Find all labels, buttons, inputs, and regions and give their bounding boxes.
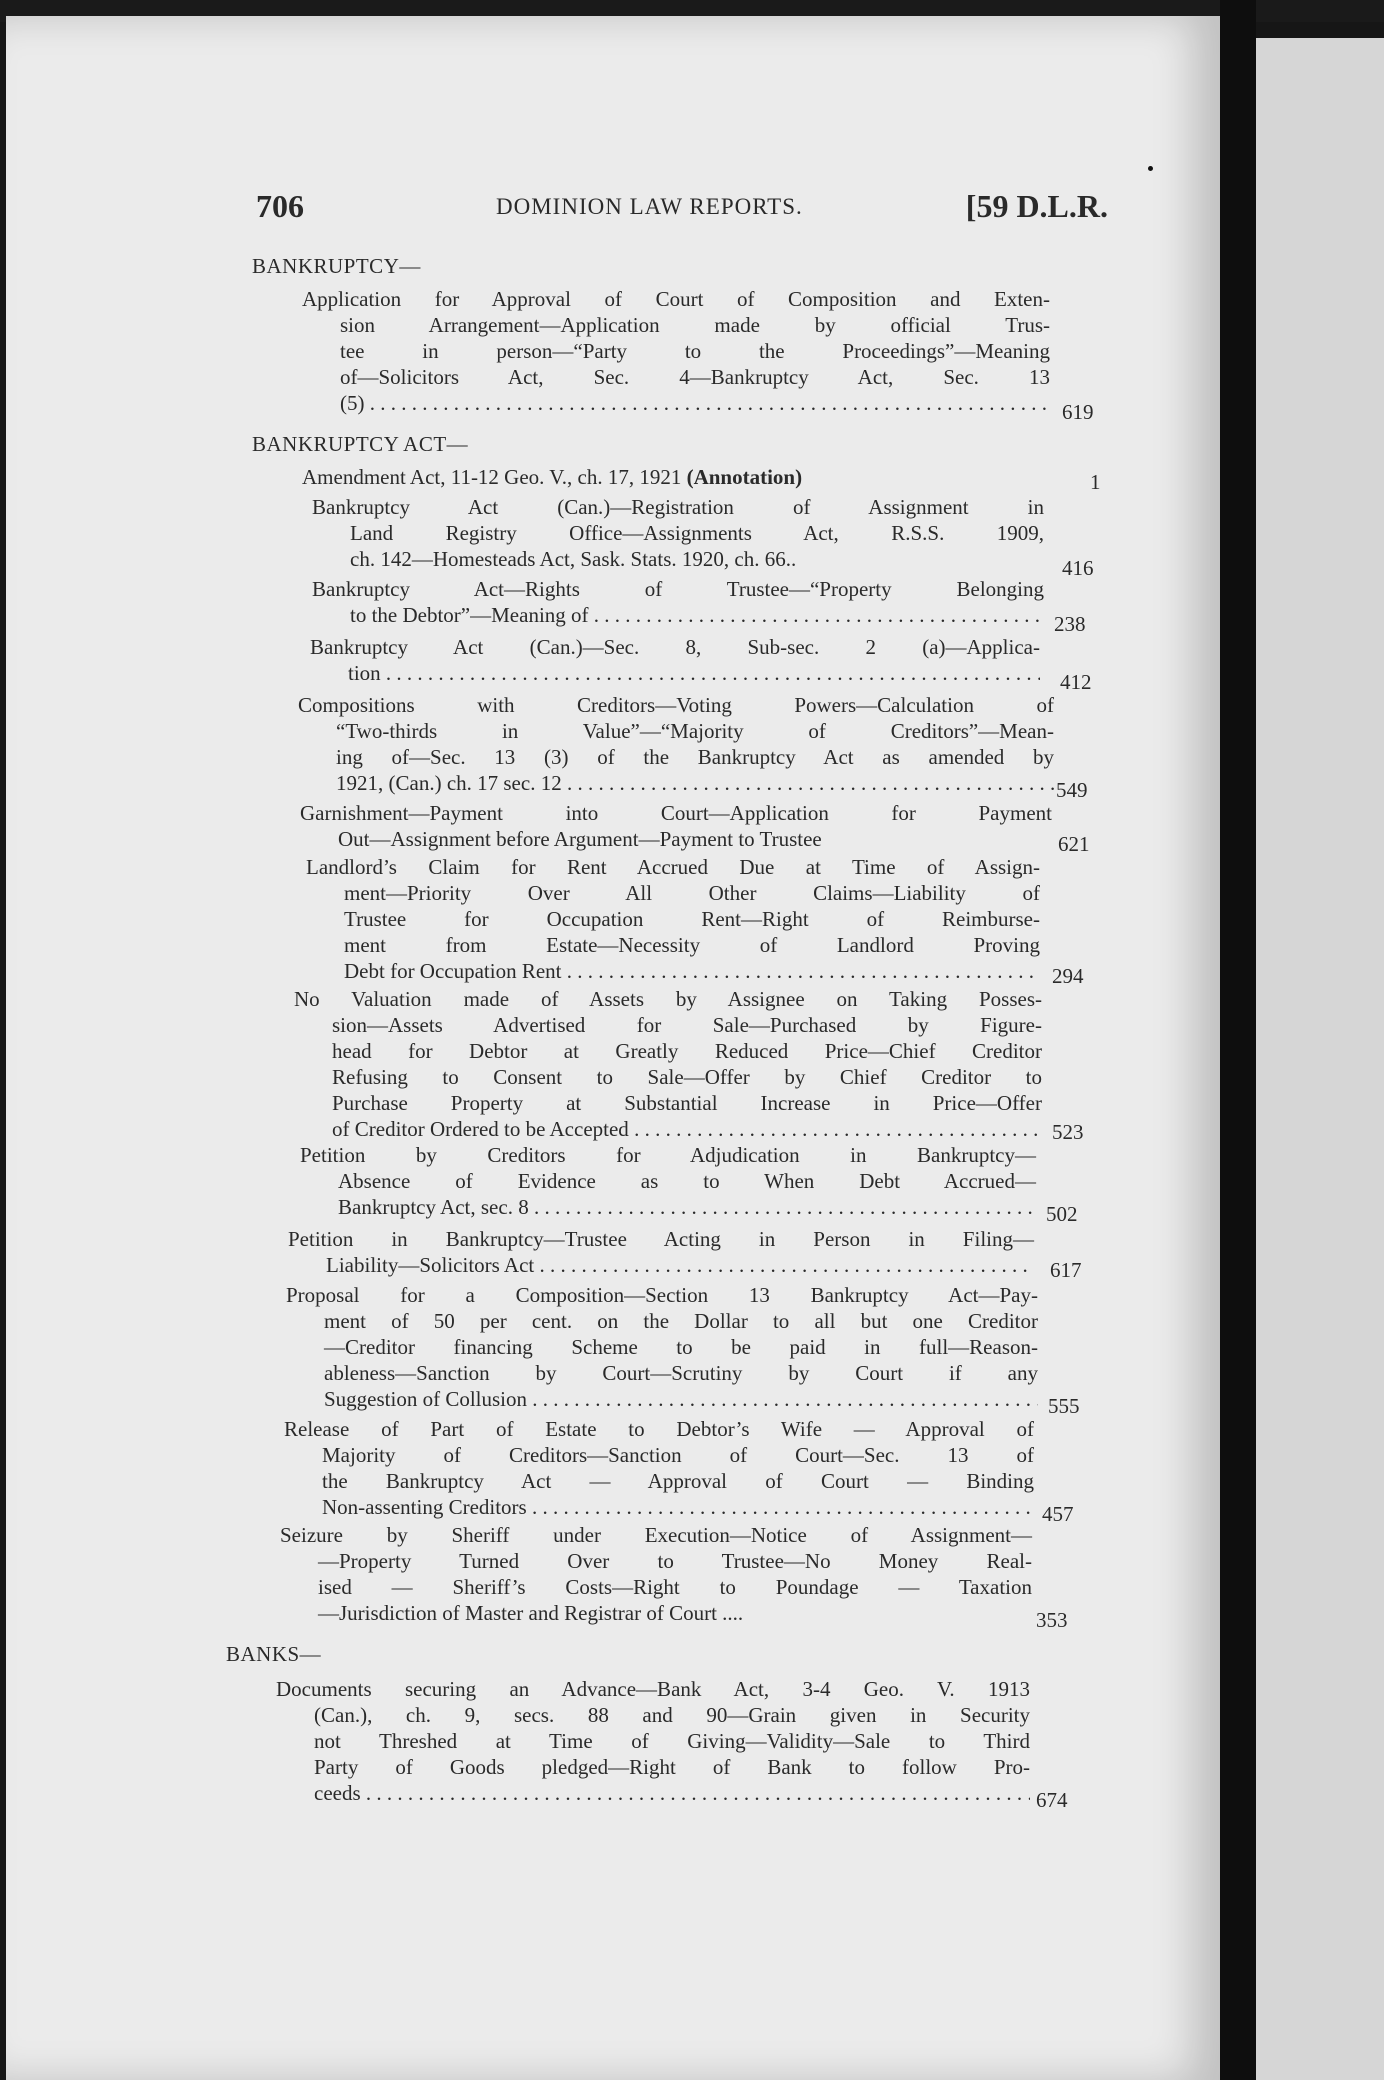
entry-line: —Property Turned Over to Trustee—No Money Real- [318, 1549, 1032, 1573]
index-entry [294, 986, 1042, 1142]
entry-line: ableness—Sanction by Court—Scrutiny by Court if any [324, 1361, 1038, 1385]
entry-line: Party of Goods pledged—Right of Bank to follow Pro- [314, 1755, 1030, 1779]
entry-line: Suggestion of Collusion . . . [286, 1386, 1038, 1412]
entry-line: Release of Part of Estate to Debtor’s Wife — Approval of [284, 1417, 1034, 1441]
volume-label: [59 D.L.R. [965, 188, 1108, 224]
index-entry [312, 576, 1044, 628]
entry-line: to the Debtor”—Meaning of . . . [312, 602, 1044, 628]
entry-line: Bankruptcy Act—Rights of Trustee—“Property Belonging [312, 577, 1044, 601]
entry-line: 1921, (Can.) ch. 17 sec. 12 . . . [298, 770, 1054, 796]
index-entry [310, 634, 1040, 686]
entry-line: ing of—Sec. 13 (3) of the Bankruptcy Act as amended by [336, 745, 1054, 769]
entry-line: sion Arrangement—Application made by official Trus- [340, 313, 1050, 337]
page-number: 706 [256, 188, 304, 224]
index-heading-bankruptcy-act: BANKRUPTCY ACT— [252, 432, 469, 456]
facing-page-edge [1256, 38, 1384, 2080]
page-reference: 1 [1090, 470, 1101, 494]
entry-line: Petition in Bankruptcy—Trustee Acting in Person in Filing— [288, 1227, 1034, 1251]
entry-line: (5) . . . [302, 390, 1050, 416]
entry-line: Liability—Solicitors Act . . . [288, 1252, 1034, 1278]
page-reference: 416 [1062, 556, 1094, 580]
page-reference: 412 [1060, 670, 1092, 694]
entry-line: Refusing to Consent to Sale—Offer by Chief Creditor to [332, 1065, 1042, 1089]
index-entry [284, 1416, 1034, 1520]
page-reference: 621 [1058, 832, 1090, 856]
journal-title: DOMINION LAW REPORTS. [496, 194, 803, 219]
entry-line: ment—Priority Over All Other Claims—Liability of [344, 881, 1040, 905]
entry-line: ment of 50 per cent. on the Dollar to all but one Creditor [324, 1309, 1038, 1333]
entry-line: ch. 142—Homesteads Act, Sask. Stats. 1920, ch. 66.. [350, 547, 797, 571]
index-entry [312, 494, 1044, 572]
entry-line: Petition by Creditors for Adjudication in Bankruptcy— [300, 1143, 1036, 1167]
index-heading-banks: BANKS— [226, 1642, 322, 1666]
entry-line: Land Registry Office—Assignments Act, R.S.S. 1909, [350, 521, 1044, 545]
index-entry [302, 464, 1062, 490]
page-reference: 617 [1050, 1258, 1082, 1282]
entry-line: Trustee for Occupation Rent—Right of Reimburse- [344, 907, 1040, 931]
entry-line: Non-assenting Creditors . . . [284, 1494, 1034, 1520]
entry-line: (Can.), ch. 9, secs. 88 and 90—Grain given in Security [314, 1703, 1030, 1727]
entry-line: Bankruptcy Act, sec. 8 . . . [300, 1194, 1036, 1220]
page-reference: 238 [1054, 612, 1086, 636]
index-heading-bankruptcy: BANKRUPTCY— [252, 254, 421, 278]
entry-line: ised — Sheriff’s Costs—Right to Poundage — Taxation [318, 1575, 1032, 1599]
entry-line: tion . . . [310, 660, 1040, 686]
index-entry [288, 1226, 1034, 1278]
index-entry [300, 800, 1052, 852]
index-entry [276, 1676, 1030, 1806]
entry-line: Absence of Evidence as to When Debt Accrued— [338, 1169, 1036, 1193]
index-entry [302, 286, 1050, 416]
entry-line: Bankruptcy Act (Can.)—Sec. 8, Sub-sec. 2 (a)—Applica- [310, 635, 1040, 659]
entry-line: ment from Estate—Necessity of Landlord Proving [344, 933, 1040, 957]
page-reference: 353 [1036, 1608, 1068, 1632]
entry-line: the Bankruptcy Act — Approval of Court — Binding [322, 1469, 1034, 1493]
index-entry [298, 692, 1054, 796]
entry-line: Compositions with Creditors—Voting Powers—Calculation of [298, 693, 1054, 717]
page-reference: 457 [1042, 1502, 1074, 1526]
entry-line: Majority of Creditors—Sanction of Court—Sec. 13 of [322, 1443, 1034, 1467]
entry-line: —Jurisdiction of Master and Registrar of Court .... [318, 1601, 744, 1625]
page-reference: 502 [1046, 1202, 1078, 1226]
annotation-label: (Annotation) [686, 465, 803, 489]
entry-line: sion—Assets Advertised for Sale—Purchased by Figure- [332, 1013, 1042, 1037]
index-entry [286, 1282, 1038, 1412]
entry-line: Purchase Property at Substantial Increase in Price—Offer [332, 1091, 1042, 1115]
page-reference: 619 [1062, 400, 1094, 424]
entry-line: Landlord’s Claim for Rent Accrued Due at Time of Assign- [306, 855, 1040, 879]
entry-line: Application for Approval of Court of Composition and Exten- [302, 287, 1050, 311]
entry-line [302, 464, 1062, 490]
entry-line: of—Solicitors Act, Sec. 4—Bankruptcy Act, Sec. 13 [340, 365, 1050, 389]
entry-line: ceeds . . . [276, 1780, 1030, 1806]
entry-line: “Two-thirds in Value”—“Majority of Creditors”—Mean- [336, 719, 1054, 743]
entry-line: Seizure by Sheriff under Execution—Notice of Assignment— [280, 1523, 1032, 1547]
entry-line: tee in person—“Party to the Proceedings”—Meaning [340, 339, 1050, 363]
page-reference: 674 [1036, 1788, 1068, 1812]
entry-line: No Valuation made of Assets by Assignee on Taking Posses- [294, 987, 1042, 1011]
scan-speck [1148, 166, 1153, 171]
page-reference: 294 [1052, 964, 1084, 988]
entry-line: Garnishment—Payment into Court—Application for Payment [300, 801, 1052, 825]
entry-line: of Creditor Ordered to be Accepted . . . [294, 1116, 1042, 1142]
entry-line: not Threshed at Time of Giving—Validity—Sale to Third [314, 1729, 1030, 1753]
entry-line: Out—Assignment before Argument—Payment to Trustee [338, 827, 822, 851]
entry-line: Bankruptcy Act (Can.)—Registration of Assignment in [312, 495, 1044, 519]
entry-line: Debt for Occupation Rent . . . [306, 958, 1040, 984]
index-entry [306, 854, 1040, 984]
entry-line: —Creditor financing Scheme to be paid in full—Reason- [324, 1335, 1038, 1359]
entry-line: head for Debtor at Greatly Reduced Price—Chief Creditor [332, 1039, 1042, 1063]
index-entry [280, 1522, 1032, 1626]
page-reference: 555 [1048, 1394, 1080, 1418]
entry-text: Amendment Act, 11-12 Geo. V., ch. 17, 1921 [302, 465, 682, 489]
entry-line: Documents securing an Advance—Bank Act, 3-4 Geo. V. 1913 [276, 1677, 1030, 1701]
index-entry [300, 1142, 1036, 1220]
running-head [256, 188, 1108, 232]
page-reference: 549 [1056, 778, 1088, 802]
page-reference: 523 [1052, 1120, 1084, 1144]
book-gutter [1220, 0, 1256, 2080]
entry-line: Proposal for a Composition—Section 13 Bankruptcy Act—Pay- [286, 1283, 1038, 1307]
